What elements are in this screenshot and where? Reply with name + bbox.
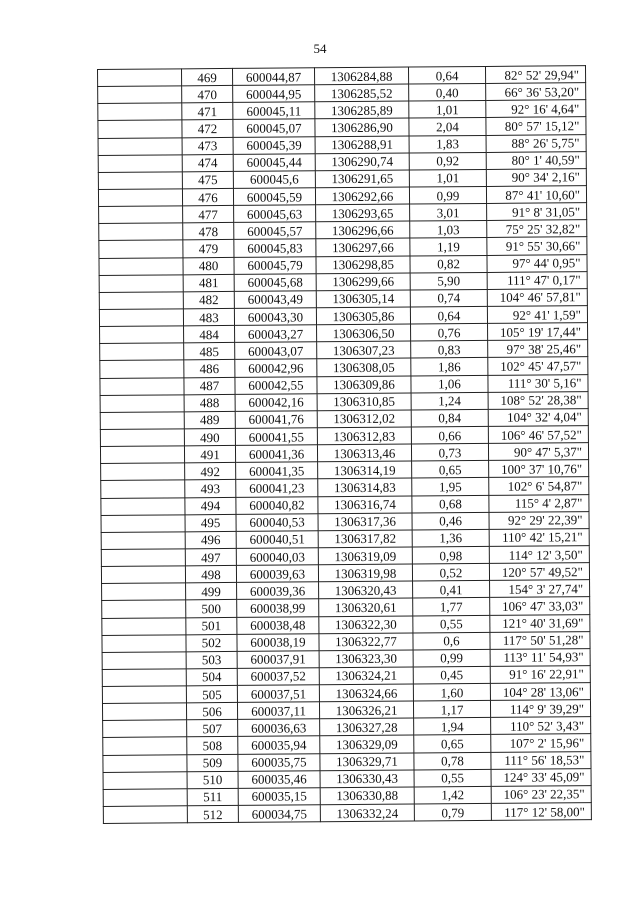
blank-cell — [103, 754, 187, 772]
x-coordinate-cell: 600037,52 — [237, 668, 319, 686]
y-coordinate-cell: 1306329,71 — [320, 753, 414, 771]
angle-cell: 92° 29' 22,39" — [489, 511, 589, 529]
blank-cell — [101, 566, 185, 584]
x-coordinate-cell: 600044,95 — [233, 85, 315, 103]
blank-cell — [102, 669, 186, 687]
blank-cell — [102, 652, 186, 670]
y-coordinate-cell: 1306314,19 — [318, 461, 412, 479]
y-coordinate-cell: 1306327,28 — [320, 718, 414, 736]
angle-cell: 82° 52' 29,94" — [485, 66, 585, 84]
y-coordinate-cell: 1306285,52 — [315, 84, 409, 102]
blank-cell — [102, 617, 186, 635]
blank-cell — [98, 69, 182, 87]
angle-cell: 117° 50' 51,28" — [490, 631, 590, 649]
point-number-cell: 499 — [186, 583, 237, 601]
point-number-cell: 478 — [183, 223, 234, 241]
y-coordinate-cell: 1306297,66 — [316, 238, 410, 256]
point-number-cell: 490 — [184, 428, 235, 446]
y-coordinate-cell: 1306291,65 — [315, 170, 409, 188]
distance-cell: 1,94 — [414, 718, 491, 736]
x-coordinate-cell: 600045,44 — [233, 153, 315, 171]
angle-cell: 110° 52' 3,43" — [491, 717, 591, 735]
x-coordinate-cell: 600039,63 — [236, 565, 318, 583]
point-number-cell: 489 — [184, 411, 235, 429]
distance-cell: 0,65 — [414, 735, 491, 753]
y-coordinate-cell: 1306308,05 — [317, 358, 411, 376]
y-coordinate-cell: 1306319,09 — [318, 547, 412, 565]
angle-cell: 154° 3' 27,74" — [490, 580, 590, 598]
y-coordinate-cell: 1306314,83 — [318, 478, 412, 496]
x-coordinate-cell: 600035,15 — [238, 788, 320, 806]
point-number-cell: 503 — [186, 651, 237, 669]
angle-cell: 90° 47' 5,37" — [488, 443, 588, 461]
x-coordinate-cell: 600045,63 — [234, 205, 316, 223]
distance-cell: 0,46 — [412, 512, 489, 530]
point-number-cell: 488 — [184, 394, 235, 412]
point-number-cell: 475 — [182, 171, 233, 189]
distance-cell: 0,73 — [411, 444, 488, 462]
y-coordinate-cell: 1306330,88 — [320, 787, 414, 805]
angle-cell: 107° 2' 15,96" — [491, 734, 591, 752]
distance-cell: 0,6 — [413, 632, 490, 650]
angle-cell: 80° 57' 15,12" — [486, 117, 586, 135]
distance-cell: 1,36 — [412, 529, 489, 547]
y-coordinate-cell: 1306292,66 — [315, 187, 409, 205]
blank-cell — [102, 703, 186, 721]
angle-cell: 124° 33' 45,09" — [491, 768, 591, 786]
y-coordinate-cell: 1306312,83 — [317, 427, 411, 445]
distance-cell: 5,90 — [410, 272, 487, 290]
blank-cell — [100, 377, 184, 395]
point-number-cell: 502 — [186, 634, 237, 652]
distance-cell: 0,65 — [412, 461, 489, 479]
distance-cell: 0,99 — [413, 649, 490, 667]
y-coordinate-cell: 1306326,21 — [319, 701, 413, 719]
point-number-cell: 485 — [184, 343, 235, 361]
blank-cell — [101, 514, 185, 532]
x-coordinate-cell: 600036,63 — [238, 719, 320, 737]
angle-cell: 80° 1' 40,59" — [486, 151, 586, 169]
angle-cell: 121° 40' 31,69" — [490, 614, 590, 632]
blank-cell — [101, 480, 185, 498]
y-coordinate-cell: 1306312,02 — [317, 410, 411, 428]
x-coordinate-cell: 600041,23 — [236, 479, 318, 497]
distance-cell: 0,92 — [409, 152, 486, 170]
angle-cell: 87° 41' 10,60" — [486, 186, 586, 204]
angle-cell: 114° 12' 3,50" — [489, 546, 589, 564]
angle-cell: 88° 26' 5,75" — [486, 134, 586, 152]
point-number-cell: 508 — [187, 737, 238, 755]
y-coordinate-cell: 1306320,61 — [319, 598, 413, 616]
distance-cell: 0,40 — [409, 84, 486, 102]
x-coordinate-cell: 600038,99 — [237, 599, 319, 617]
blank-cell — [99, 223, 183, 241]
blank-cell — [100, 343, 184, 361]
x-coordinate-cell: 600035,75 — [238, 753, 320, 771]
y-coordinate-cell: 1306329,09 — [320, 736, 414, 754]
angle-cell: 102° 45' 47,57" — [488, 357, 588, 375]
point-number-cell: 509 — [187, 754, 238, 772]
y-coordinate-cell: 1306285,89 — [315, 101, 409, 119]
angle-cell: 104° 46' 57,81" — [487, 288, 587, 306]
angle-cell: 111° 47' 0,17" — [487, 271, 587, 289]
point-number-cell: 507 — [187, 720, 238, 738]
distance-cell: 1,77 — [413, 598, 490, 616]
x-coordinate-cell: 600039,36 — [237, 582, 319, 600]
distance-cell: 0,79 — [414, 803, 491, 821]
distance-cell: 1,06 — [411, 375, 488, 393]
x-coordinate-cell: 600043,49 — [234, 291, 316, 309]
y-coordinate-cell: 1306305,86 — [316, 307, 410, 325]
x-coordinate-cell: 600040,51 — [236, 531, 318, 549]
y-coordinate-cell: 1306313,46 — [317, 444, 411, 462]
blank-cell — [98, 86, 182, 104]
blank-cell — [101, 549, 185, 567]
distance-cell: 0,55 — [413, 615, 490, 633]
point-number-cell: 480 — [183, 257, 234, 275]
blank-cell — [101, 532, 185, 550]
point-number-cell: 481 — [183, 274, 234, 292]
y-coordinate-cell: 1306293,65 — [316, 204, 410, 222]
distance-cell: 2,04 — [409, 118, 486, 136]
point-number-cell: 471 — [182, 103, 233, 121]
blank-cell — [100, 326, 184, 344]
blank-cell — [98, 120, 182, 138]
x-coordinate-cell: 600044,87 — [232, 68, 314, 86]
y-coordinate-cell: 1306286,90 — [315, 118, 409, 136]
distance-cell: 0,68 — [412, 495, 489, 513]
x-coordinate-cell: 600037,51 — [237, 685, 319, 703]
angle-cell: 104° 28' 13,06" — [490, 683, 590, 701]
distance-cell: 1,42 — [414, 786, 491, 804]
angle-cell: 111° 30' 5,16" — [488, 374, 588, 392]
blank-cell — [99, 206, 183, 224]
blank-cell — [98, 155, 182, 173]
x-coordinate-cell: 600045,59 — [233, 188, 315, 206]
x-coordinate-cell: 600045,79 — [234, 256, 316, 274]
x-coordinate-cell: 600040,03 — [236, 548, 318, 566]
x-coordinate-cell: 600045,6 — [233, 171, 315, 189]
angle-cell: 115° 4' 2,87" — [489, 494, 589, 512]
x-coordinate-cell: 600045,39 — [233, 136, 315, 154]
x-coordinate-cell: 600043,07 — [235, 342, 317, 360]
x-coordinate-cell: 600042,55 — [235, 376, 317, 394]
x-coordinate-cell: 600040,82 — [236, 496, 318, 514]
point-number-cell: 495 — [185, 514, 236, 532]
point-number-cell: 483 — [183, 308, 234, 326]
distance-cell: 0,83 — [411, 341, 488, 359]
blank-cell — [100, 412, 184, 430]
angle-cell: 91° 16' 22,91" — [490, 666, 590, 684]
angle-cell: 91° 55' 30,66" — [487, 237, 587, 255]
angle-cell: 111° 56' 18,53" — [491, 751, 591, 769]
angle-cell: 110° 42' 15,21" — [489, 528, 589, 546]
y-coordinate-cell: 1306322,77 — [319, 633, 413, 651]
y-coordinate-cell: 1306317,82 — [318, 530, 412, 548]
angle-cell: 105° 19' 17,44" — [488, 323, 588, 341]
blank-cell — [98, 103, 182, 121]
x-coordinate-cell: 600040,53 — [236, 513, 318, 531]
angle-cell: 113° 11' 54,93" — [490, 648, 590, 666]
blank-cell — [99, 292, 183, 310]
point-number-cell: 469 — [182, 68, 233, 86]
distance-cell: 1,03 — [410, 221, 487, 239]
angle-cell: 75° 25' 32,82" — [487, 220, 587, 238]
angle-cell: 100° 37' 10,76" — [489, 460, 589, 478]
blank-cell — [102, 583, 186, 601]
angle-cell: 91° 8' 31,05" — [487, 203, 587, 221]
x-coordinate-cell: 600042,16 — [235, 393, 317, 411]
blank-cell — [100, 394, 184, 412]
point-number-cell: 510 — [187, 771, 238, 789]
angle-cell: 92° 16' 4,64" — [486, 100, 586, 118]
x-coordinate-cell: 600041,76 — [235, 411, 317, 429]
angle-cell: 104° 32' 4,04" — [488, 408, 588, 426]
blank-cell — [99, 240, 183, 258]
y-coordinate-cell: 1306330,43 — [320, 770, 414, 788]
distance-cell: 1,01 — [409, 101, 486, 119]
angle-cell: 108° 52' 28,38" — [488, 391, 588, 409]
y-coordinate-cell: 1306306,50 — [317, 324, 411, 342]
point-number-cell: 477 — [183, 206, 234, 224]
blank-cell — [100, 429, 184, 447]
point-number-cell: 505 — [186, 685, 237, 703]
distance-cell: 1,60 — [413, 683, 490, 701]
y-coordinate-cell: 1306324,66 — [319, 684, 413, 702]
y-coordinate-cell: 1306309,86 — [317, 376, 411, 394]
distance-cell: 0,55 — [414, 769, 491, 787]
distance-cell: 0,64 — [410, 306, 487, 324]
blank-cell — [98, 189, 182, 207]
distance-cell: 1,95 — [412, 478, 489, 496]
x-coordinate-cell: 600037,11 — [237, 702, 319, 720]
distance-cell: 1,24 — [411, 392, 488, 410]
distance-cell: 1,83 — [409, 135, 486, 153]
blank-cell — [99, 309, 183, 327]
angle-cell: 66° 36' 53,20" — [486, 83, 586, 101]
point-number-cell: 497 — [185, 548, 236, 566]
point-number-cell: 496 — [185, 531, 236, 549]
point-number-cell: 494 — [185, 497, 236, 515]
distance-cell: 0,84 — [411, 409, 488, 427]
blank-cell — [102, 686, 186, 704]
point-number-cell: 474 — [182, 154, 233, 172]
x-coordinate-cell: 600043,30 — [234, 308, 316, 326]
distance-cell: 1,01 — [409, 169, 486, 187]
blank-cell — [103, 720, 187, 738]
angle-cell: 106° 23' 22,35" — [491, 786, 591, 804]
y-coordinate-cell: 1306290,74 — [315, 153, 409, 171]
distance-cell: 0,74 — [410, 289, 487, 307]
x-coordinate-cell: 600045,68 — [234, 273, 316, 291]
coordinates-table — [97, 65, 592, 824]
point-number-cell: 512 — [187, 805, 238, 823]
distance-cell: 0,98 — [412, 546, 489, 564]
x-coordinate-cell: 600037,91 — [237, 651, 319, 669]
blank-cell — [102, 600, 186, 618]
distance-cell: 0,64 — [408, 66, 485, 84]
blank-cell — [100, 360, 184, 378]
y-coordinate-cell: 1306284,88 — [314, 67, 408, 85]
angle-cell: 117° 12' 58,00" — [491, 803, 591, 821]
x-coordinate-cell: 600038,48 — [237, 616, 319, 634]
angle-cell: 97° 44' 0,95" — [487, 254, 587, 272]
x-coordinate-cell: 600043,27 — [235, 325, 317, 343]
page-number: 54 — [313, 41, 327, 56]
distance-cell: 1,19 — [410, 238, 487, 256]
y-coordinate-cell: 1306316,74 — [318, 496, 412, 514]
distance-cell: 0,45 — [413, 666, 490, 684]
y-coordinate-cell: 1306323,30 — [319, 650, 413, 668]
point-number-cell: 472 — [182, 120, 233, 138]
point-number-cell: 479 — [183, 240, 234, 258]
blank-cell — [98, 137, 182, 155]
x-coordinate-cell: 600045,57 — [234, 222, 316, 240]
x-coordinate-cell: 600038,19 — [237, 633, 319, 651]
point-number-cell: 501 — [186, 617, 237, 635]
point-number-cell: 473 — [182, 137, 233, 155]
x-coordinate-cell: 600041,36 — [235, 445, 317, 463]
blank-cell — [98, 172, 182, 190]
blank-cell — [99, 257, 183, 275]
point-number-cell: 482 — [183, 291, 234, 309]
distance-cell: 0,52 — [412, 564, 489, 582]
x-coordinate-cell: 600041,55 — [235, 428, 317, 446]
angle-cell: 97° 38' 25,46" — [488, 340, 588, 358]
distance-cell: 1,17 — [413, 701, 490, 719]
point-number-cell: 487 — [184, 377, 235, 395]
distance-cell: 1,86 — [411, 358, 488, 376]
angle-cell: 106° 46' 57,52" — [488, 426, 588, 444]
point-number-cell: 506 — [186, 703, 237, 721]
y-coordinate-cell: 1306307,23 — [317, 341, 411, 359]
blank-cell — [103, 789, 187, 807]
x-coordinate-cell: 600042,96 — [235, 359, 317, 377]
y-coordinate-cell: 1306305,14 — [316, 290, 410, 308]
x-coordinate-cell: 600041,35 — [236, 462, 318, 480]
blank-cell — [99, 275, 183, 293]
blank-cell — [103, 806, 187, 824]
distance-cell: 0,82 — [410, 255, 487, 273]
blank-cell — [102, 634, 186, 652]
x-coordinate-cell: 600045,83 — [234, 239, 316, 257]
y-coordinate-cell: 1306310,85 — [317, 393, 411, 411]
point-number-cell: 486 — [184, 360, 235, 378]
point-number-cell: 500 — [186, 600, 237, 618]
y-coordinate-cell: 1306317,36 — [318, 513, 412, 531]
point-number-cell: 511 — [187, 788, 238, 806]
x-coordinate-cell: 600045,07 — [233, 119, 315, 137]
angle-cell: 106° 47' 33,03" — [490, 597, 590, 615]
point-number-cell: 492 — [185, 463, 236, 481]
y-coordinate-cell: 1306319,98 — [318, 564, 412, 582]
y-coordinate-cell: 1306322,30 — [319, 616, 413, 634]
y-coordinate-cell: 1306324,21 — [319, 667, 413, 685]
point-number-cell: 504 — [186, 668, 237, 686]
distance-cell: 0,76 — [411, 324, 488, 342]
distance-cell: 0,41 — [413, 581, 490, 599]
distance-cell: 0,78 — [414, 752, 491, 770]
distance-cell: 0,66 — [411, 426, 488, 444]
blank-cell — [103, 737, 187, 755]
point-number-cell: 491 — [184, 446, 235, 464]
angle-cell: 114° 9' 39,29" — [490, 700, 590, 718]
y-coordinate-cell: 1306332,24 — [320, 804, 414, 822]
blank-cell — [100, 446, 184, 464]
distance-cell: 3,01 — [410, 204, 487, 222]
x-coordinate-cell: 600035,46 — [238, 771, 320, 789]
point-number-cell: 470 — [182, 86, 233, 104]
angle-cell: 92° 41' 1,59" — [487, 306, 587, 324]
y-coordinate-cell: 1306320,43 — [319, 581, 413, 599]
x-coordinate-cell: 600034,75 — [238, 805, 320, 823]
blank-cell — [101, 497, 185, 515]
angle-cell: 120° 57' 49,52" — [489, 563, 589, 581]
x-coordinate-cell: 600045,11 — [233, 102, 315, 120]
blank-cell — [103, 772, 187, 790]
table-row — [103, 803, 591, 824]
coordinates-table-body — [98, 66, 592, 824]
point-number-cell: 484 — [184, 326, 235, 344]
angle-cell: 102° 6' 54,87" — [489, 477, 589, 495]
point-number-cell: 498 — [185, 565, 236, 583]
point-number-cell: 476 — [182, 188, 233, 206]
y-coordinate-cell: 1306298,85 — [316, 256, 410, 274]
blank-cell — [101, 463, 185, 481]
angle-cell: 90° 34' 2,16" — [486, 169, 586, 187]
y-coordinate-cell: 1306299,66 — [316, 273, 410, 291]
y-coordinate-cell: 1306296,66 — [316, 221, 410, 239]
y-coordinate-cell: 1306288,91 — [315, 136, 409, 154]
x-coordinate-cell: 600035,94 — [238, 736, 320, 754]
point-number-cell: 493 — [185, 480, 236, 498]
distance-cell: 0,99 — [409, 186, 486, 204]
